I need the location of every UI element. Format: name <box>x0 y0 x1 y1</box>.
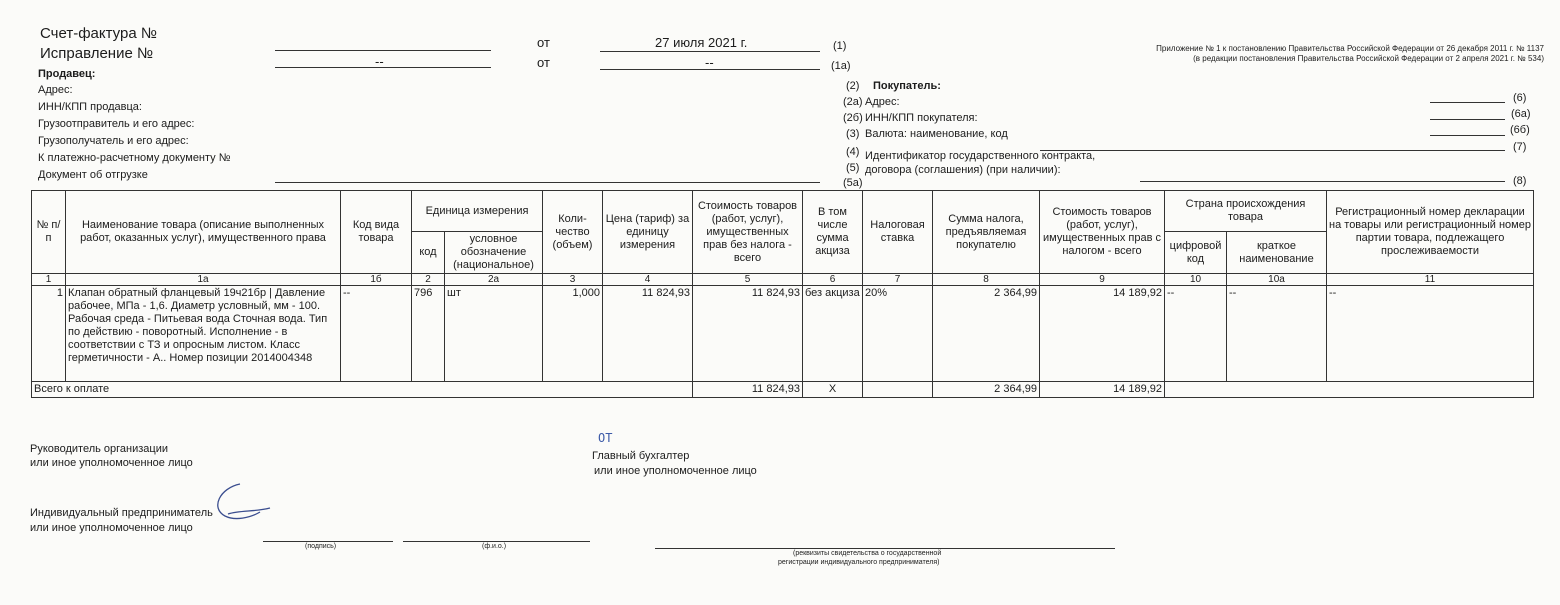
row-country-code: -- <box>1165 286 1227 382</box>
col-price-header: Цена (тариф) за единицу измерения <box>603 191 693 274</box>
col-rate-header: Налоговая ставка <box>863 191 933 274</box>
date-from-label: от <box>537 35 550 50</box>
buyer-ref-2a: (2а) <box>843 96 863 108</box>
col-unit-sym-header: условное обозначение (национальное) <box>445 232 543 274</box>
shipper-label: Грузоотправитель и его адрес: <box>38 118 195 130</box>
contract-label-1: Идентификатор государственного контракта, <box>865 150 1096 162</box>
col-name-header: Наименование товара (описание выполненных работ, оказанных услуг), имущественного права <box>66 191 341 274</box>
buyer-ref-2b: (2б) <box>843 112 863 124</box>
buyer-inn-line <box>1430 119 1505 120</box>
col-index: 5 <box>693 274 803 286</box>
total-tax: 2 364,99 <box>933 382 1040 398</box>
col-cost-header: Стоимость товаров (работ, услуг), имущественных прав без налога - всего <box>693 191 803 274</box>
buyer-label: Покупатель: <box>873 80 941 92</box>
row-total: 14 189,92 <box>1040 286 1165 382</box>
consignee-label: Грузополучатель и его адрес: <box>38 135 189 147</box>
col-index: 7 <box>863 274 933 286</box>
total-rest-empty <box>1165 382 1534 398</box>
col-index: 1б <box>341 274 412 286</box>
row-kind: -- <box>341 286 412 382</box>
col-kind-header: Код вида товара <box>341 191 412 274</box>
col-no-header: № п/п <box>32 191 66 274</box>
buyer-ref-8: (8) <box>1513 175 1527 187</box>
row-unit-sym: шт <box>445 286 543 382</box>
column-index-row <box>32 274 1534 286</box>
col-index: 6 <box>803 274 863 286</box>
col-tax-header: Сумма налога, предъявляемая покупателю <box>933 191 1040 274</box>
certificate-line <box>655 548 1115 549</box>
seller-label: Продавец: <box>38 68 96 80</box>
col-index: 1 <box>32 274 66 286</box>
col-country-code-header: цифровой код <box>1165 232 1227 274</box>
buyer-address-label: Адрес: <box>865 96 900 108</box>
col-index: 10 <box>1165 274 1227 286</box>
correction-number: -- <box>375 54 384 69</box>
col-index: 3 <box>543 274 603 286</box>
fio-caption: (ф.и.о.) <box>482 543 507 550</box>
buyer-ref-2: (2) <box>846 80 860 92</box>
col-unit-header: Единица измерения <box>412 191 543 232</box>
col-unit-code-header: код <box>412 232 445 274</box>
ref-1: (1) <box>833 40 847 52</box>
appendix-line-2: (в редакции постановления Правительства Российской Федерации от 2 апреля 2021 г. № 534) <box>1193 54 1544 63</box>
col-reg-header: Регистрационный номер декларации на товары или регистрационный номер партии товара, подлежащего прослеживаемости <box>1327 191 1534 274</box>
fio-line <box>403 541 590 542</box>
col-excise-header: В том числе сумма акциза <box>803 191 863 274</box>
col-qty-header: Коли- чество (объем) <box>543 191 603 274</box>
row-no: 1 <box>32 286 66 382</box>
buyer-ref-7: (7) <box>1513 141 1527 153</box>
col-index: 2 <box>412 274 445 286</box>
signature-scribble <box>200 478 280 528</box>
col-index: 4 <box>603 274 693 286</box>
row-name: Клапан обратный фланцевый 19ч21бр | Давление рабочее, МПа - 1,6. Диаметр условный, мм - 100. Рабочая среда - Питьевая вода Сточная вода. Тип по действию - поворотный. Исполнение - в соответствии с ТЗ и опросным листом. Класс герметичности - А.. Номер позиции 2014004348 <box>66 286 341 382</box>
invoice-title: Счет-фактура № <box>40 25 157 42</box>
correction-title: Исправление № <box>40 45 154 62</box>
shipment-doc-label: Документ об отгрузке <box>38 169 148 181</box>
currency-label: Валюта: наименование, код <box>865 128 1008 140</box>
signature-caption: (подпись) <box>305 543 337 550</box>
row-excise: без акциза <box>803 286 863 382</box>
col-index: 9 <box>1040 274 1165 286</box>
buyer-address-line <box>1430 102 1505 103</box>
correction-date-line <box>600 69 820 70</box>
row-cost: 11 824,93 <box>693 286 803 382</box>
ip-label-1: Индивидуальный предприниматель <box>30 507 213 519</box>
row-price: 11 824,93 <box>603 286 693 382</box>
buyer-ref-6b: (6б) <box>1510 124 1530 136</box>
certificate-caption-2: регистрации индивидуального предпринимателя) <box>778 559 940 566</box>
correction-from-label: от <box>537 55 550 70</box>
head-label-2: или иное уполномоченное лицо <box>30 457 193 469</box>
ip-label-2: или иное уполномоченное лицо <box>30 522 193 534</box>
total-rate-empty <box>863 382 933 398</box>
col-total-header: Стоимость товаров (работ, услуг), имущественных прав с налогом - всего <box>1040 191 1165 274</box>
col-country-name-header: краткое наименование <box>1227 232 1327 274</box>
correction-date: -- <box>705 55 714 70</box>
col-index: 10а <box>1227 274 1327 286</box>
col-country-header: Страна происхождения товара <box>1165 191 1327 232</box>
col-index: 2а <box>445 274 543 286</box>
total-excise: Х <box>803 382 863 398</box>
row-rate: 20% <box>863 286 933 382</box>
total-label: Всего к оплате <box>32 382 693 398</box>
total-sum: 14 189,92 <box>1040 382 1165 398</box>
buyer-inn-label: ИНН/КПП покупателя: <box>865 112 978 124</box>
currency-line <box>1430 135 1505 136</box>
buyer-ref-3: (3) <box>846 128 860 140</box>
appendix-line-1: Приложение № 1 к постановлению Правительства Российской Федерации от 26 декабря 2011 г. № 1137 <box>1156 44 1544 53</box>
certificate-caption-1: (реквизиты свидетельства о государственной <box>793 550 942 557</box>
total-cost: 11 824,93 <box>693 382 803 398</box>
row-reg: -- <box>1327 286 1534 382</box>
row-unit-code: 796 <box>412 286 445 382</box>
signature-line <box>263 541 393 542</box>
row-tax: 2 364,99 <box>933 286 1040 382</box>
payment-doc-label: К платежно-расчетному документу № <box>38 152 231 164</box>
accountant-label-2: или иное уполномоченное лицо <box>594 465 757 477</box>
head-label-1: Руководитель организации <box>30 443 169 455</box>
shipment-doc-line <box>275 182 820 183</box>
row-country-name: -- <box>1227 286 1327 382</box>
accountant-label-1: Главный бухгалтер <box>592 450 690 462</box>
seller-address-label: Адрес: <box>38 84 73 96</box>
table-row <box>32 286 1534 382</box>
invoice-number-line <box>275 50 491 51</box>
date-line <box>600 51 820 52</box>
handwritten-mark: ОТ <box>598 431 613 445</box>
col-index: 1а <box>66 274 341 286</box>
contract-line <box>1140 181 1505 182</box>
table-header-row <box>32 191 1534 232</box>
invoice-table <box>31 190 1534 398</box>
buyer-ref-5a: (5а) <box>843 177 863 189</box>
row-qty: 1,000 <box>543 286 603 382</box>
contract-id-line <box>1040 150 1505 151</box>
contract-label-2: договора (соглашения) (при наличии): <box>865 164 1061 176</box>
buyer-ref-6: (6) <box>1513 92 1527 104</box>
total-row <box>32 382 1534 398</box>
buyer-ref-6a: (6а) <box>1511 108 1531 120</box>
seller-inn-label: ИНН/КПП продавца: <box>38 101 142 113</box>
col-index: 11 <box>1327 274 1534 286</box>
col-index: 8 <box>933 274 1040 286</box>
ref-1a: (1а) <box>831 60 851 72</box>
buyer-ref-4: (4) <box>846 146 860 158</box>
buyer-ref-5: (5) <box>846 162 860 174</box>
invoice-date: 27 июля 2021 г. <box>655 35 748 50</box>
